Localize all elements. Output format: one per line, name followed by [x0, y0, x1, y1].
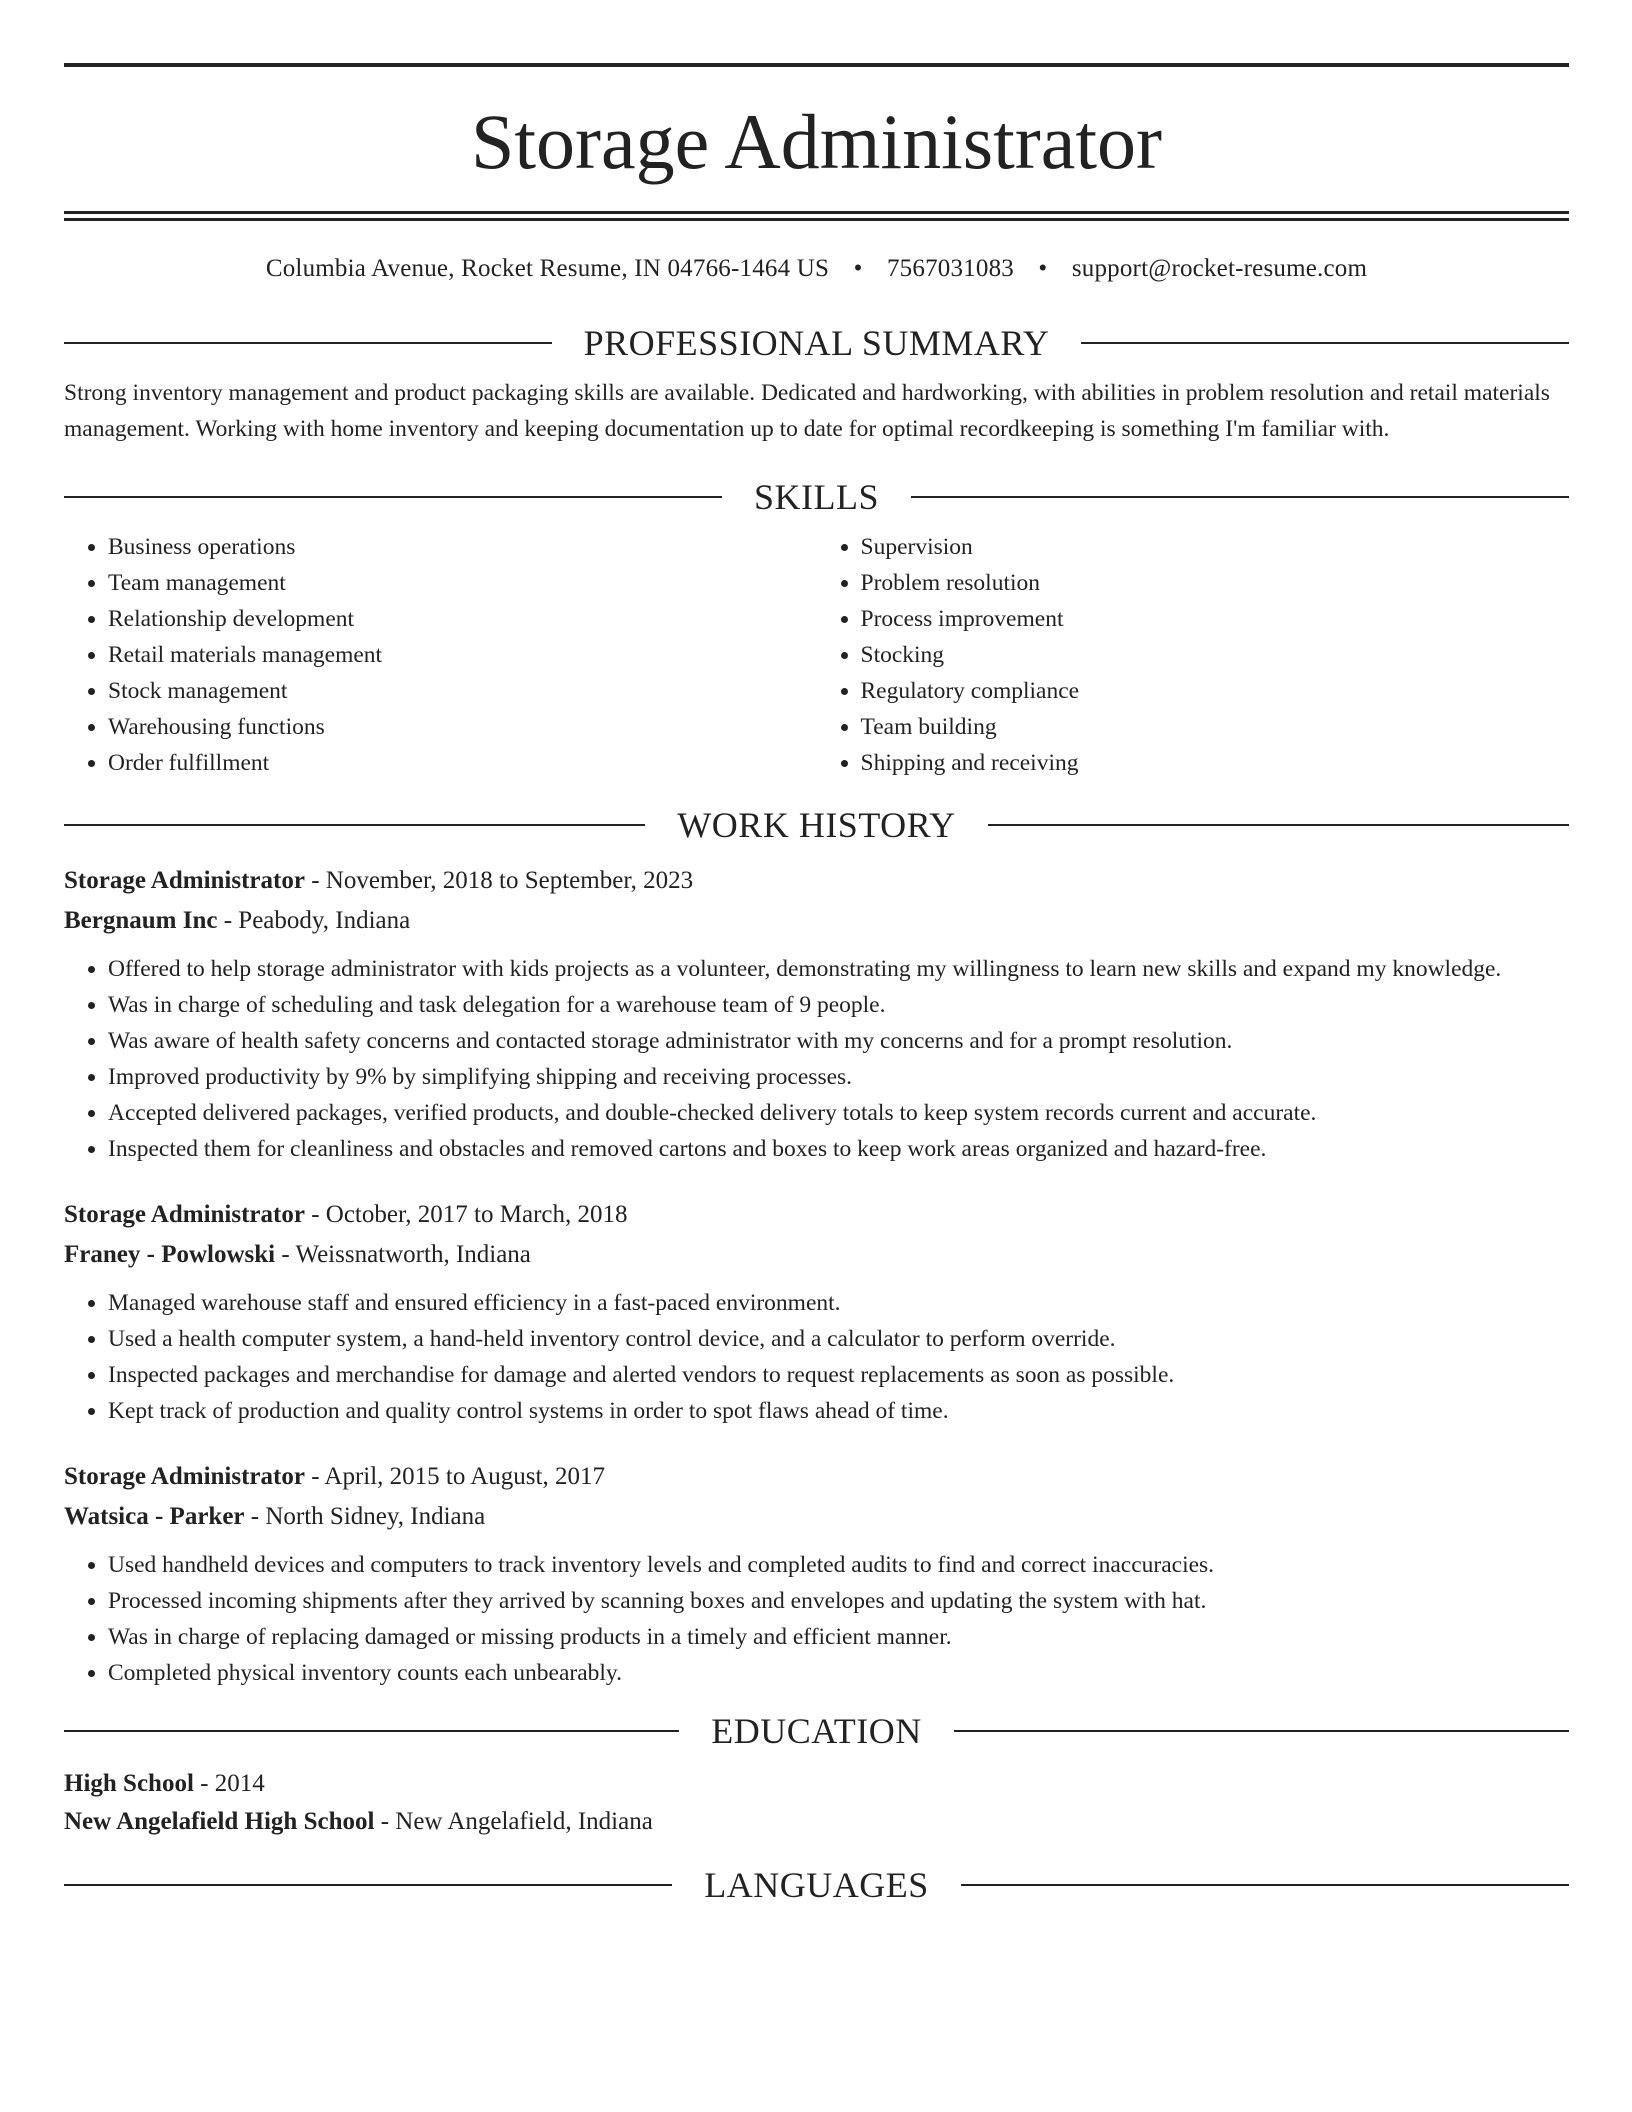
contact-email: support@rocket-resume.com	[1071, 255, 1368, 282]
job-bullet: • Used handheld devices and computers to track inventory levels and completed audits to find and correct inaccuracies.	[108, 1547, 1569, 1583]
heading-rule-left	[64, 1730, 679, 1732]
heading-rule-left	[64, 824, 645, 826]
heading-rule-left	[64, 342, 552, 344]
heading-rule-right	[911, 496, 1569, 498]
skill-item: • Problem resolution	[861, 565, 1570, 601]
skill-item: • Shipping and receiving	[861, 745, 1570, 781]
job-title-line	[64, 1457, 1569, 1497]
job-title: Storage Administrator	[64, 1463, 305, 1490]
skill-item: • Warehousing functions	[108, 709, 817, 745]
education-section-heading	[64, 1711, 1569, 1751]
job-entry	[64, 1457, 1569, 1691]
job-bullet: • Completed physical inventory counts each unbearably.	[108, 1655, 1569, 1691]
skill-item: • Stock management	[108, 673, 817, 709]
heading-rule-right	[961, 1884, 1569, 1886]
skill-item: • Team management	[108, 565, 817, 601]
job-location: - Weissnatworth, Indiana	[275, 1241, 531, 1268]
job-bullet: • Was aware of health safety concerns and contacted storage administrator with my concerns and for a prompt resolution.	[108, 1023, 1569, 1059]
job-bullet: • Offered to help storage administrator with kids projects as a volunteer, demonstrating my willingness to learn new skills and expand my knowledge.	[108, 951, 1569, 987]
contact-address: Columbia Avenue, Rocket Resume, IN 04766-1464 US	[265, 255, 830, 282]
job-dates: - November, 2018 to September, 2023	[304, 867, 694, 894]
job-dates: - April, 2015 to August, 2017	[304, 1463, 605, 1490]
heading-rule-right	[1081, 342, 1569, 344]
languages-section-heading	[64, 1865, 1569, 1905]
summary-heading: PROFESSIONAL SUMMARY	[583, 323, 1050, 363]
title-double-rule	[64, 211, 1569, 221]
job-bullet: • Inspected them for cleanliness and obstacles and removed cartons and boxes to keep work areas organized and hazard-free.	[108, 1131, 1569, 1167]
job-bullet: • Processed incoming shipments after they arrived by scanning boxes and envelopes and updating the system with hat.	[108, 1583, 1569, 1619]
skill-item: • Relationship development	[108, 601, 817, 637]
job-bullet: • Improved productivity by 9% by simplifying shipping and receiving processes.	[108, 1059, 1569, 1095]
skill-item: • Process improvement	[861, 601, 1570, 637]
job-company: Franey - Powlowski	[64, 1241, 276, 1268]
job-company-line	[64, 1497, 1569, 1537]
job-company-line	[64, 901, 1569, 941]
skills-list-left	[64, 529, 817, 781]
work-heading: WORK HISTORY	[677, 805, 956, 845]
skills-list-right	[817, 529, 1570, 781]
job-bullet: • Used a health computer system, a hand-held inventory control device, and a calculator to perform override.	[108, 1321, 1569, 1357]
skill-item: • Order fulfillment	[108, 745, 817, 781]
job-bullets	[64, 1547, 1569, 1691]
job-bullets	[64, 1285, 1569, 1429]
education-degree-line	[64, 1765, 1569, 1803]
heading-rule-left	[64, 496, 722, 498]
job-company: Bergnaum Inc	[64, 907, 218, 934]
job-title-line	[64, 861, 1569, 901]
job-location: - North Sidney, Indiana	[244, 1503, 486, 1530]
job-bullet: • Kept track of production and quality control systems in order to spot flaws ahead of time.	[108, 1393, 1569, 1429]
job-bullet: • Was in charge of scheduling and task delegation for a warehouse team of 9 people.	[108, 987, 1569, 1023]
job-title-line	[64, 1195, 1569, 1235]
contact-separator: •	[853, 255, 863, 282]
job-bullet: • Accepted delivered packages, verified products, and double-checked delivery totals to keep system records current and accurate.	[108, 1095, 1569, 1131]
education-heading: EDUCATION	[711, 1711, 922, 1751]
resume-title: Storage Administrator	[470, 98, 1163, 185]
job-company: Watsica - Parker	[64, 1503, 245, 1530]
skill-item: • Team building	[861, 709, 1570, 745]
job-bullet: • Was in charge of replacing damaged or missing products in a timely and efficient manner.	[108, 1619, 1569, 1655]
job-entry	[64, 861, 1569, 1167]
job-title: Storage Administrator	[64, 1201, 305, 1228]
contact-line	[64, 255, 1569, 283]
education-location: - New Angelafield, Indiana	[374, 1808, 653, 1835]
job-entry	[64, 1195, 1569, 1429]
skill-item: • Business operations	[108, 529, 817, 565]
heading-rule-left	[64, 1884, 672, 1886]
heading-rule-right	[954, 1730, 1569, 1732]
job-bullets	[64, 951, 1569, 1167]
education-school-line	[64, 1803, 1569, 1841]
summary-section-heading	[64, 323, 1569, 363]
education-year: - 2014	[193, 1770, 265, 1797]
job-title: Storage Administrator	[64, 867, 305, 894]
job-dates: - October, 2017 to March, 2018	[304, 1201, 628, 1228]
contact-phone: 7567031083	[886, 255, 1014, 282]
languages-heading: LANGUAGES	[704, 1865, 929, 1905]
work-section-heading	[64, 805, 1569, 845]
job-bullet: • Managed warehouse staff and ensured efficiency in a fast-paced environment.	[108, 1285, 1569, 1321]
job-company-line	[64, 1235, 1569, 1275]
education-degree: High School	[64, 1770, 194, 1797]
skills-heading: SKILLS	[754, 477, 880, 517]
job-location: - Peabody, Indiana	[217, 907, 411, 934]
skills-section-heading	[64, 477, 1569, 517]
resume-content	[64, 63, 1569, 1917]
education-school: New Angelafield High School	[64, 1808, 375, 1835]
summary-text: Strong inventory management and product packaging skills are available. Dedicated and hardworking, with abilities in problem resolution and retail materials management. Working with home inventory and keeping documentation up to date for optimal recordkeeping is something I'm familiar with.	[64, 380, 1550, 442]
job-bullet: • Inspected packages and merchandise for damage and alerted vendors to request replacements as soon as possible.	[108, 1357, 1569, 1393]
skills-columns	[64, 529, 1569, 781]
skill-item: • Supervision	[861, 529, 1570, 565]
contact-separator: •	[1038, 255, 1048, 282]
skill-item: • Regulatory compliance	[861, 673, 1570, 709]
skill-item: • Stocking	[861, 637, 1570, 673]
heading-rule-right	[988, 824, 1569, 826]
skill-item: • Retail materials management	[108, 637, 817, 673]
